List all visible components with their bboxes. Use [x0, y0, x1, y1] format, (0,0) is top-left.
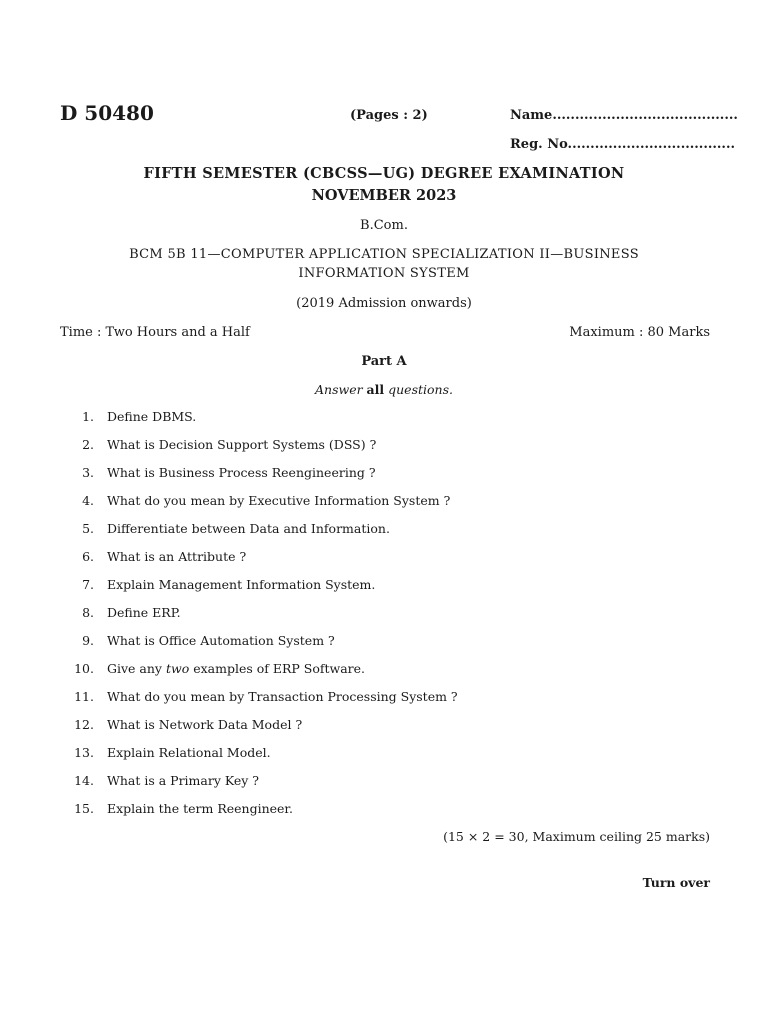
question-item [60, 773, 259, 788]
page-count: (Pages : 2) [350, 108, 428, 123]
turn-over-note: Turn over [642, 875, 710, 890]
question-number: 11. [74, 689, 94, 704]
exam-duration: Time : Two Hours and a Half [60, 325, 250, 340]
question-text: Define ERP. [107, 605, 181, 620]
exam-title: FIFTH SEMESTER (CBCSS—UG) DEGREE EXAMINATION [143, 165, 625, 182]
question-item [60, 577, 375, 592]
question-text-pre: Give any [107, 661, 166, 676]
question-text: What do you mean by Transaction Processing System ? [107, 689, 458, 704]
question-item [60, 801, 293, 816]
name-field: Name......................................... [510, 108, 738, 123]
question-number: 10. [74, 661, 94, 676]
instruction-pre: Answer [315, 382, 367, 397]
question-item [60, 605, 181, 620]
question-item [60, 521, 390, 536]
instructions [0, 382, 768, 397]
instruction-bold: all [366, 382, 385, 397]
question-text [107, 661, 365, 676]
instruction-post: questions. [384, 382, 453, 397]
question-item [60, 549, 246, 564]
question-text: What is an Attribute ? [107, 549, 247, 564]
question-number: 3. [82, 465, 94, 480]
question-number: 4. [82, 493, 94, 508]
question-item [60, 689, 458, 704]
reg-no-field: Reg. No..................................... [510, 137, 735, 152]
course-name: B.Com. [360, 218, 408, 233]
question-text-post: examples of ERP Software. [189, 661, 366, 676]
question-text: What is Decision Support Systems (DSS) ? [107, 437, 377, 452]
question-item [60, 465, 376, 480]
question-number: 8. [82, 605, 94, 620]
question-text: Explain Management Information System. [107, 577, 376, 592]
paper-code: D 50480 [60, 101, 154, 125]
question-text: Define DBMS. [107, 409, 197, 424]
question-number: 6. [82, 549, 94, 564]
question-number: 2. [82, 437, 94, 452]
subject-line-2: INFORMATION SYSTEM [298, 266, 470, 281]
question-number: 1. [82, 409, 94, 424]
question-number: 12. [74, 717, 94, 732]
question-number: 9. [82, 633, 94, 648]
part-title: Part A [361, 354, 407, 369]
question-number: 14. [74, 773, 94, 788]
question-item [60, 661, 365, 676]
subject-line-1: BCM 5B 11—COMPUTER APPLICATION SPECIALIZATION II—BUSINESS [129, 247, 639, 262]
question-item [60, 493, 450, 508]
marks-ceiling: (15 × 2 = 30, Maximum ceiling 25 marks) [443, 829, 710, 844]
question-number: 5. [82, 521, 94, 536]
admission-note: (2019 Admission onwards) [296, 296, 472, 311]
question-item [60, 633, 335, 648]
question-text: Explain the term Reengineer. [107, 801, 293, 816]
question-item [60, 717, 302, 732]
question-number: 7. [82, 577, 94, 592]
question-text: Explain Relational Model. [107, 745, 271, 760]
question-text: What is Network Data Model ? [107, 717, 303, 732]
question-item [60, 745, 271, 760]
exam-month: NOVEMBER 2023 [311, 187, 457, 204]
question-text: What is Office Automation System ? [107, 633, 335, 648]
question-number: 15. [74, 801, 94, 816]
question-text: What do you mean by Executive Information System ? [107, 493, 451, 508]
maximum-marks: Maximum : 80 Marks [569, 325, 710, 340]
question-text: What is a Primary Key ? [107, 773, 259, 788]
question-text: Differentiate between Data and Information. [107, 521, 390, 536]
question-text: What is Business Process Reengineering ? [107, 465, 376, 480]
question-item [60, 409, 196, 424]
question-text-italic: two [165, 661, 190, 676]
question-number: 13. [74, 745, 94, 760]
question-item [60, 437, 376, 452]
